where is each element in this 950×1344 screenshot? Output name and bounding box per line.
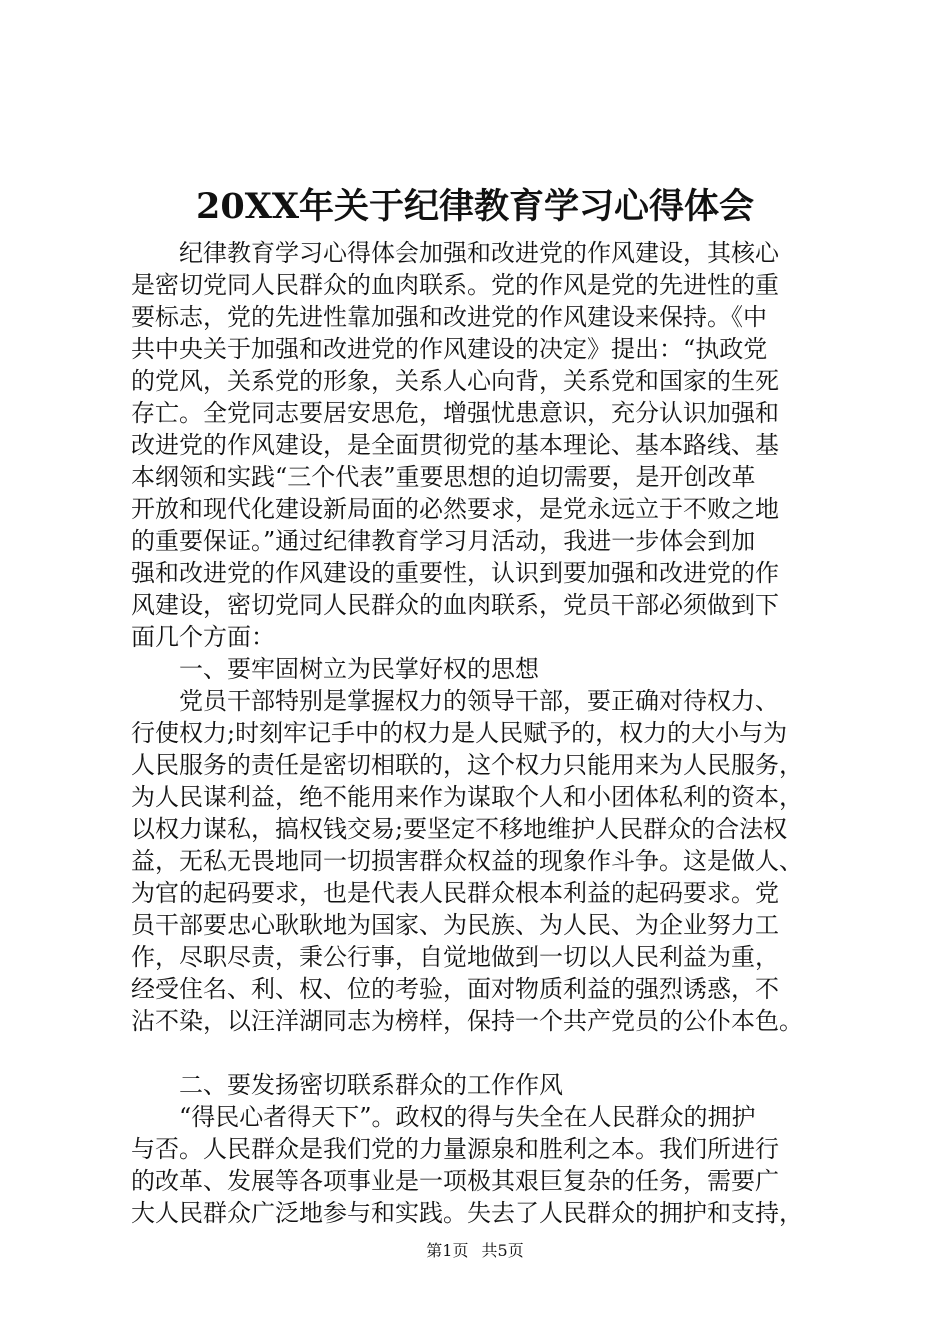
body-line: 益，无私无畏地同一切损害群众权益的现象作斗争。这是做人、 [131,847,803,875]
body-line: 改进党的作风建设，是全面贯彻党的基本理论、基本路线、基 [131,431,779,459]
body-line: 行使权力;时刻牢记手中的权力是人民赋予的，权力的大小与为 [131,719,788,747]
body-line: 存亡。全党同志要居安思危，增强忧患意识，充分认识加强和 [131,399,779,427]
body-line: 强和改进党的作风建设的重要性，认识到要加强和改进党的作 [131,559,779,587]
body-line: 本纲领和实践“三个代表”重要思想的迫切需要，是开创改革 [131,463,756,491]
body-line: 为人民谋利益，绝不能用来作为谋取个人和小团体私利的资本， [131,783,803,811]
body-line: 二、要发扬密切联系群众的工作作风 [131,1071,563,1099]
body-line: 为官的起码要求，也是代表人民群众根本利益的起码要求。党 [131,879,779,907]
body-line: 共中央关于加强和改进党的作风建设的决定》提出：“执政党 [131,335,768,363]
page-total: 共5页 [481,1241,524,1260]
body-line: 大人民群众广泛地参与和实践。失去了人民群众的拥护和支持， [131,1199,803,1227]
body-line: 一、要牢固树立为民掌好权的思想 [131,655,539,683]
body-line: 员干部要忠心耿耿地为国家、为民族、为人民、为企业努力工 [131,911,779,939]
body-line: 以权力谋私，搞权钱交易;要坚定不移地维护人民群众的合法权 [131,815,788,843]
body-line: 开放和现代化建设新局面的必然要求，是党永远立于不败之地 [131,495,779,523]
body-line: 沾不染，以汪洋湖同志为榜样，保持一个共产党员的公仆本色。 [131,1007,803,1035]
paragraph-gap [131,1037,831,1069]
body-line: “得民心者得天下”。政权的得与失全在人民群众的拥护 [131,1103,756,1131]
body-line: 的改革、发展等各项事业是一项极其艰巨复杂的任务，需要广 [131,1167,779,1195]
body-line: 作，尽职尽责，秉公行事，自觉地做到一切以人民利益为重， [131,943,779,971]
page-number: 第1页 [426,1241,469,1260]
body-line: 的党风，关系党的形象，关系人心向背，关系党和国家的生死 [131,367,779,395]
page-footer [0,1240,950,1262]
body-line: 纪律教育学习心得体会加强和改进党的作风建设，其核心 [131,239,779,267]
document-title: 20XX年关于纪律教育学习心得体会 [195,186,755,227]
body-line: 要标志，党的先进性靠加强和改进党的作风建设来保持。《中 [131,303,767,331]
body-line: 党员干部特别是掌握权力的领导干部，要正确对待权力、 [131,687,779,715]
body-line: 的重要保证。”通过纪律教育学习月活动，我进一步体会到加 [131,527,756,555]
body-line: 面几个方面： [131,623,275,651]
body-line: 与否。人民群众是我们党的力量源泉和胜利之本。我们所进行 [131,1135,779,1163]
body-line: 风建设，密切党同人民群众的血肉联系，党员干部必须做到下 [131,591,779,619]
body-line: 人民服务的责任是密切相联的，这个权力只能用来为人民服务， [131,751,803,779]
body-line: 是密切党同人民群众的血肉联系。党的作风是党的先进性的重 [131,271,779,299]
document-body [131,237,831,1229]
body-line: 经受住名、利、权、位的考验，面对物质利益的强烈诱惑，不 [131,975,779,1003]
